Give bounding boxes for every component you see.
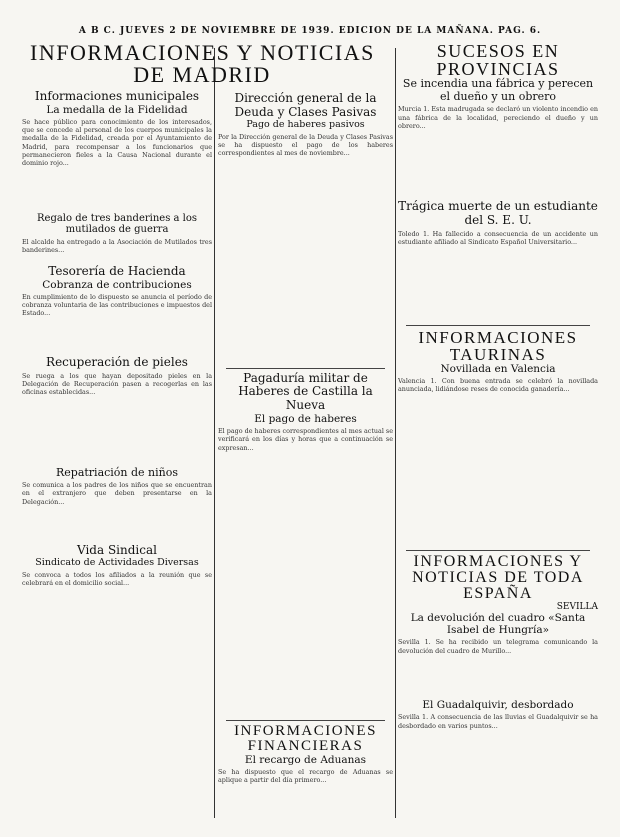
article-body: El alcalde ha entregado a la Asociación de Mutilados tres banderines... (22, 237, 212, 255)
section-subtitle: Se incendia una fábrica y perecen el dueño y un obrero (402, 77, 594, 103)
section-title: Pagaduría militar de Haberes de Castilla la Nueva (238, 370, 373, 413)
city-label: SEVILLA (556, 601, 598, 612)
section-title: Dirección general de la Deuda y Clases Pasivas (234, 91, 377, 119)
section-title: INFORMACIONES TAURINAS (418, 327, 578, 364)
article-body: Sevilla 1. Se ha recibido un telegrama comunicando la devolución del cuadro de Murillo... (398, 638, 598, 655)
article-body: En cumplimiento de lo dispuesto se anuncia el período de cobranza voluntaria de las contribuciones e impuestos del Estado... (22, 292, 212, 318)
section-subtitle: El recargo de Aduanas (244, 753, 367, 766)
section-subtitle: El pago de haberes (254, 412, 357, 425)
divider (226, 368, 385, 369)
main-title-line2: DE MADRID (133, 62, 271, 87)
section-title: Repatriación de niños (55, 465, 179, 479)
section-subtitle: Cobranza de contribuciones (42, 278, 192, 291)
section-title: Trágica muerte de un estudiante del S. E. U. (398, 199, 598, 228)
divider (406, 325, 590, 326)
section-title: Tesorería de Hacienda (48, 263, 186, 278)
article-body: Se ha dispuesto que el recargo de Aduanas se aplique a partir del día primero... (218, 768, 393, 785)
section-subtitle: Novillada en Valencia (440, 362, 556, 375)
article-body: Se convoca a todos los afiliados a la reunión que se celebrará en el domicilio social... (22, 570, 212, 588)
article-body: Por la Dirección general de la Deuda y Clases Pasivas se ha dispuesto el pago de los haberes correspondientes al mes de noviembre... (218, 132, 393, 158)
section-title: INFORMACIONES FINANCIERAS (234, 722, 377, 754)
divider (226, 720, 385, 721)
section-subtitle: La devolución del cuadro «Santa Isabel de Hungría» (410, 612, 586, 637)
section-title: Informaciones municipales (34, 89, 200, 103)
section-title: Vida Sindical (77, 543, 157, 558)
article-body: Sevilla 1. A consecuencia de las lluvias el Guadalquivir se ha desbordado en varios puntos... (398, 713, 598, 730)
section-title: Recuperación de pieles (46, 354, 188, 369)
column-rule (214, 48, 215, 818)
section-subtitle: Pago de haberes pasivos (246, 118, 365, 130)
main-title-line1: INFORMACIONES Y NOTICIAS (30, 40, 375, 65)
article-body: Valencia 1. Con buena entrada se celebró la novillada anunciada, lidiándose reses de conocida ganadería... (398, 376, 598, 394)
section-title: INFORMACIONES Y NOTICIAS DE TODA ESPAÑA (412, 552, 584, 602)
column-2 (218, 90, 393, 811)
section-title: SUCESOS EN PROVINCIAS (436, 41, 560, 79)
article-body: Toledo 1. Ha fallecido a consecuencia de un accidente un estudiante afiliado al Sindicato Español Universitario... (398, 229, 598, 247)
section-subtitle: Sindicato de Actividades Diversas (35, 556, 199, 568)
divider (406, 550, 590, 551)
article-body: Se comunica a los padres de los niños que se encuentran en el extranjero que deben presentarse en la Delegación... (22, 481, 212, 506)
section-subtitle: La medalla de la Fidelidad (46, 103, 188, 116)
article-body: Se hace público para conocimiento de los interesados, que se concede al personal de los cuerpos municipales la medalla de la Fidelidad, creada por el Ayuntamiento de Madrid, para recompensar a los funcionarios que permanecieron fieles a la Causa Nacional durante el dominio rojo... (22, 117, 212, 168)
article-body: El pago de haberes correspondientes al mes actual se verificará en los días y horas que a continuación se expresan... (218, 426, 393, 452)
section-title: Regalo de tres banderines a los mutilados de guerra (37, 212, 197, 236)
article-body: Se ruega a los que hayan depositado pieles en la Delegación de Recuperación pasen a recogerlas en las oficinas establecidas... (22, 371, 212, 397)
article-body: Murcia 1. Esta madrugada se declaró un violento incendio en una fábrica de la localidad, pereciendo el dueño y un obrero... (398, 105, 598, 130)
section-subtitle: El Guadalquivir, desbordado (422, 699, 574, 712)
running-head: A B C. JUEVES 2 DE NOVIEMBRE DE 1939. EDICION DE LA MAÑANA. PAG. 6. (78, 26, 542, 36)
column-rule (395, 48, 396, 818)
column-3 (398, 42, 598, 756)
